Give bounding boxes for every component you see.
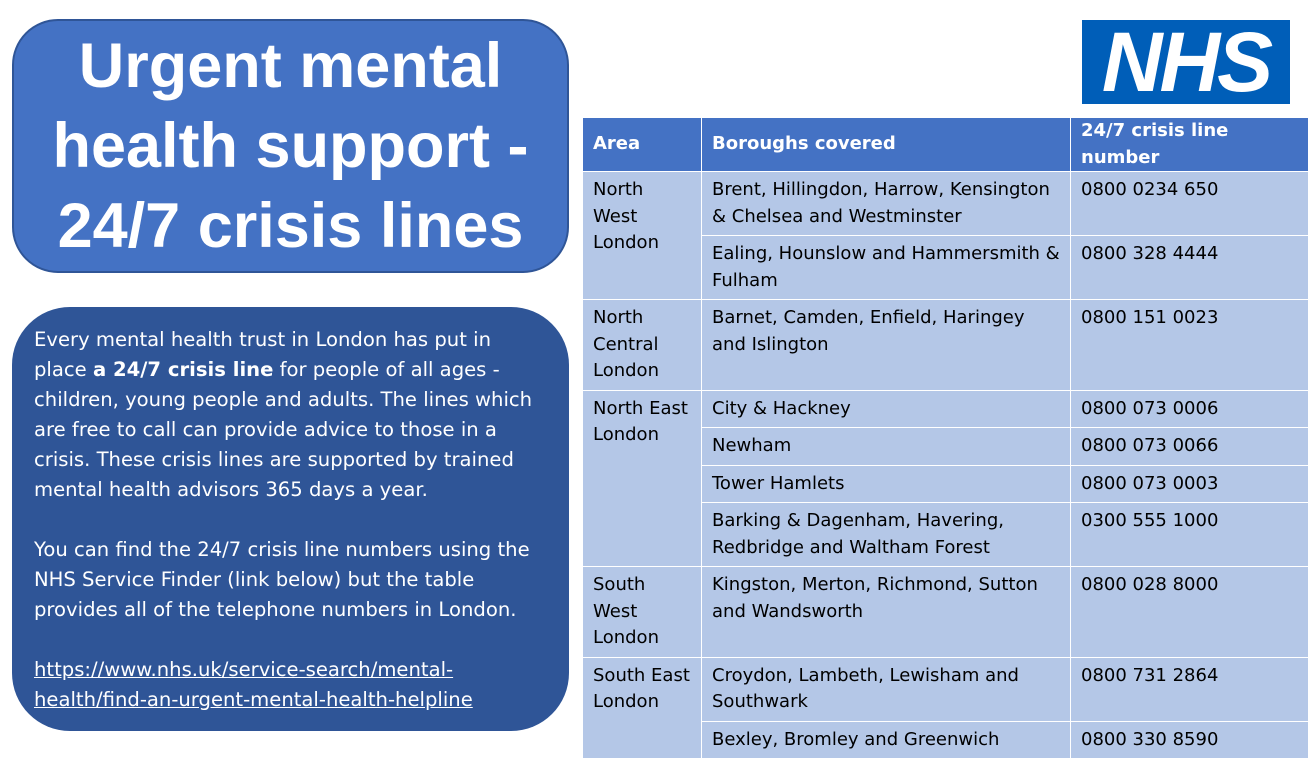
info-p1-highlight: a 24/7 crisis line	[92, 358, 274, 381]
area-cell: South West London	[583, 567, 702, 658]
crisis-number-cell: 0800 073 0066	[1071, 428, 1309, 466]
nhs-logo-text: NHS	[1101, 14, 1271, 109]
boroughs-cell: Brent, Hillingdon, Harrow, Kensington & Chelsea and Westminster	[702, 172, 1071, 236]
header-number: 24/7 crisis line number	[1071, 118, 1309, 172]
area-cell: North Central London	[583, 300, 702, 391]
table-row	[583, 390, 1309, 428]
nhs-logo	[1082, 14, 1290, 109]
service-finder-link[interactable]: https://www.nhs.uk/service-search/mental-health/find-an-urgent-mental-health-helpline	[34, 658, 473, 711]
boroughs-cell: Kingston, Merton, Richmond, Sutton and Wandsworth	[702, 567, 1071, 658]
area-cell: South East London	[583, 657, 702, 759]
boroughs-cell: Barnet, Camden, Enfield, Haringey and Islington	[702, 300, 1071, 391]
table-row	[583, 300, 1309, 391]
page-title: Urgent mental health support - 24/7 crisis lines	[52, 31, 529, 261]
table-row	[583, 172, 1309, 236]
crisis-number-cell: 0800 151 0023	[1071, 300, 1309, 391]
boroughs-cell: Tower Hamlets	[702, 465, 1071, 503]
table-row	[583, 567, 1309, 658]
header-area: Area	[583, 118, 702, 172]
boroughs-cell: Barking & Dagenham, Havering, Redbridge and Waltham Forest	[702, 503, 1071, 567]
crisis-number-cell: 0800 073 0003	[1071, 465, 1309, 503]
boroughs-cell: Newham	[702, 428, 1071, 466]
header-boroughs: Boroughs covered	[702, 118, 1071, 172]
crisis-number-cell: 0800 0234 650	[1071, 172, 1309, 236]
boroughs-cell: Ealing, Hounslow and Hammersmith & Fulham	[702, 236, 1071, 300]
boroughs-cell: Croydon, Lambeth, Lewisham and Southwark	[702, 657, 1071, 721]
info-p1-intro: Every mental health trust in London has put in place	[34, 328, 491, 381]
title-banner	[12, 19, 569, 273]
crisis-number-cell: 0800 731 2864	[1071, 657, 1309, 721]
boroughs-cell: City & Hackney	[702, 390, 1071, 428]
area-cell: North East London	[583, 390, 702, 567]
table-body	[583, 172, 1309, 759]
crisis-number-cell: 0800 028 8000	[1071, 567, 1309, 658]
table-header-row	[583, 118, 1309, 172]
crisis-number-cell: 0800 328 4444	[1071, 236, 1309, 300]
boroughs-cell: Bexley, Bromley and Greenwich	[702, 721, 1071, 759]
table-row	[583, 657, 1309, 721]
info-paragraph-2: You can find the 24/7 crisis line numbers using the NHS Service Finder (link below) but the table provides all of the telephone numbers in London.	[34, 538, 530, 621]
info-p1-rest: for people of all ages - children, young people and adults. The lines which are free to call can provide advice to those in a crisis. These crisis lines are supported by trained mental health advisors 365 days a year.	[34, 358, 533, 501]
info-panel	[12, 307, 569, 731]
area-cell: North West London	[583, 172, 702, 300]
info-paragraph-1	[34, 325, 547, 505]
crisis-number-cell: 0800 330 8590	[1071, 721, 1309, 759]
crisis-number-cell: 0800 073 0006	[1071, 390, 1309, 428]
crisis-number-cell: 0300 555 1000	[1071, 503, 1309, 567]
crisis-lines-table	[582, 117, 1309, 759]
